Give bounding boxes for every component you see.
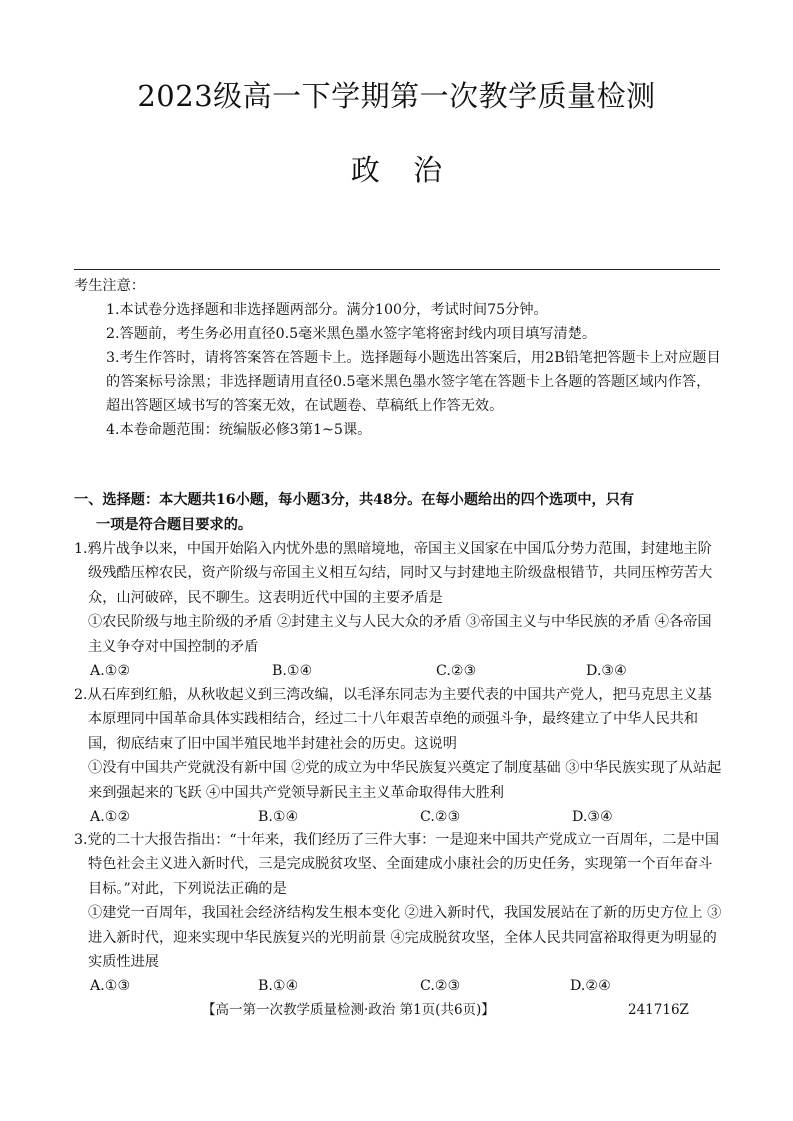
option-a: A.①② [90, 663, 131, 680]
notice-block [74, 274, 724, 442]
header-divider [74, 269, 720, 270]
option-b: B.①④ [258, 809, 299, 826]
question-2 [74, 683, 724, 829]
section-heading [74, 488, 724, 537]
notice-item: 1.本试卷分选择题和非选择题两部分。满分100分，考试时间75分钟。 [106, 302, 548, 318]
option-d: D.②④ [570, 978, 611, 995]
question-options [88, 659, 724, 683]
question-statements: ①没有中国共产党就没有新中国 ②党的成立为中华民族复兴奠定了制度基础 ③中华民族实现了从站起来到强起来的飞跃 ④中国共产党领导新民主主义革命取得伟大胜利 [88, 760, 722, 801]
question-options [88, 805, 724, 829]
exam-title: 2023级高一下学期第一次教学质量检测 [137, 79, 656, 113]
notice-heading: 考生注意： [74, 278, 145, 294]
footer-page-info: 【高一第一次教学质量检测·政治 第1页(共6页)】 [202, 1002, 495, 1018]
question-statements: ①建党一百周年，我国社会经济结构发生根本变化 ②进入新时代，我国发展站在了新的历史方位上 ③进入新时代，迎来实现中华民族复兴的光明前景 ④完成脱贫攻坚，全体人民共同富裕取得更为明显的实质性进展 [88, 905, 722, 971]
question-stem: 2.从石库到红船，从秋收起义到三湾改编，以毛泽东同志为主要代表的中国共产党人，把马克思主义基本原理同中国革命具体实践相结合，经过二十八年艰苦卓绝的顽强斗争，最终建立了中华人民共和国，彻底结束了旧中国半殖民地半封建社会的历史。这说明 [74, 687, 712, 752]
section-heading-line: 一、选择题：本大题共16小题，每小题3分，共48分。在每小题给出的四个选项中，只有 [74, 492, 635, 508]
option-d: D.③④ [586, 663, 627, 680]
exam-subject: 政 治 [350, 153, 443, 187]
notice-item: 4.本卷命题范围：统编版必修3第1~5课。 [106, 422, 372, 438]
question-stem: 1.鸦片战争以来，中国开始陷入内忧外患的黑暗境地，帝国主义国家在中国瓜分势力范围，封建地主阶级残酷压榨农民，资产阶级与帝国主义相互勾结，同时又与封建地主阶级盘根错节，共同压榨劳苦大众，山河破碎，民不聊生。这表明近代中国的主要矛盾是 [74, 541, 713, 606]
question-3 [74, 828, 724, 998]
question-stem: 3.党的二十大报告指出：“十年来，我们经历了三件大事：一是迎来中国共产党成立一百周年，二是中国特色社会主义进入新时代，三是完成脱贫攻坚、全面建成小康社会的历史任务，实现第一个百年奋斗目标。”对此，下列说法正确的是 [74, 832, 720, 897]
option-c: C.②③ [420, 809, 461, 826]
option-a: A.①③ [90, 978, 131, 995]
option-c: C.②③ [436, 663, 477, 680]
option-d: D.③④ [572, 809, 613, 826]
option-c: C.②③ [420, 978, 461, 995]
footer-code: 241716Z [628, 1002, 689, 1018]
question-statements: ①农民阶级与地主阶级的矛盾 ②封建主义与人民大众的矛盾 ③帝国主义与中华民族的矛盾 ④各帝国主义争夺对中国控制的矛盾 [88, 614, 712, 655]
question-options [88, 974, 724, 998]
notice-item: 2.答题前，考生务必用直径0.5毫米黑色墨水签字笔将密封线内项目填写清楚。 [106, 326, 597, 342]
notice-item: 3.考生作答时，请将答案答在答题卡上。选择题每小题选出答案后，用2B铅笔把答题卡上对应题目的答案标号涂黑；非选择题请用直径0.5毫米黑色墨水签字笔在答题卡上各题的答题区域内作答，超出答题区域书写的答案无效，在试题卷、草稿纸上作答无效。 [106, 350, 721, 414]
option-a: A.①② [90, 809, 131, 826]
question-1 [74, 537, 724, 683]
section-heading-line: 一项是符合题目要求的。 [96, 516, 253, 533]
option-b: B.①④ [258, 978, 299, 995]
option-b: B.①④ [272, 663, 313, 680]
